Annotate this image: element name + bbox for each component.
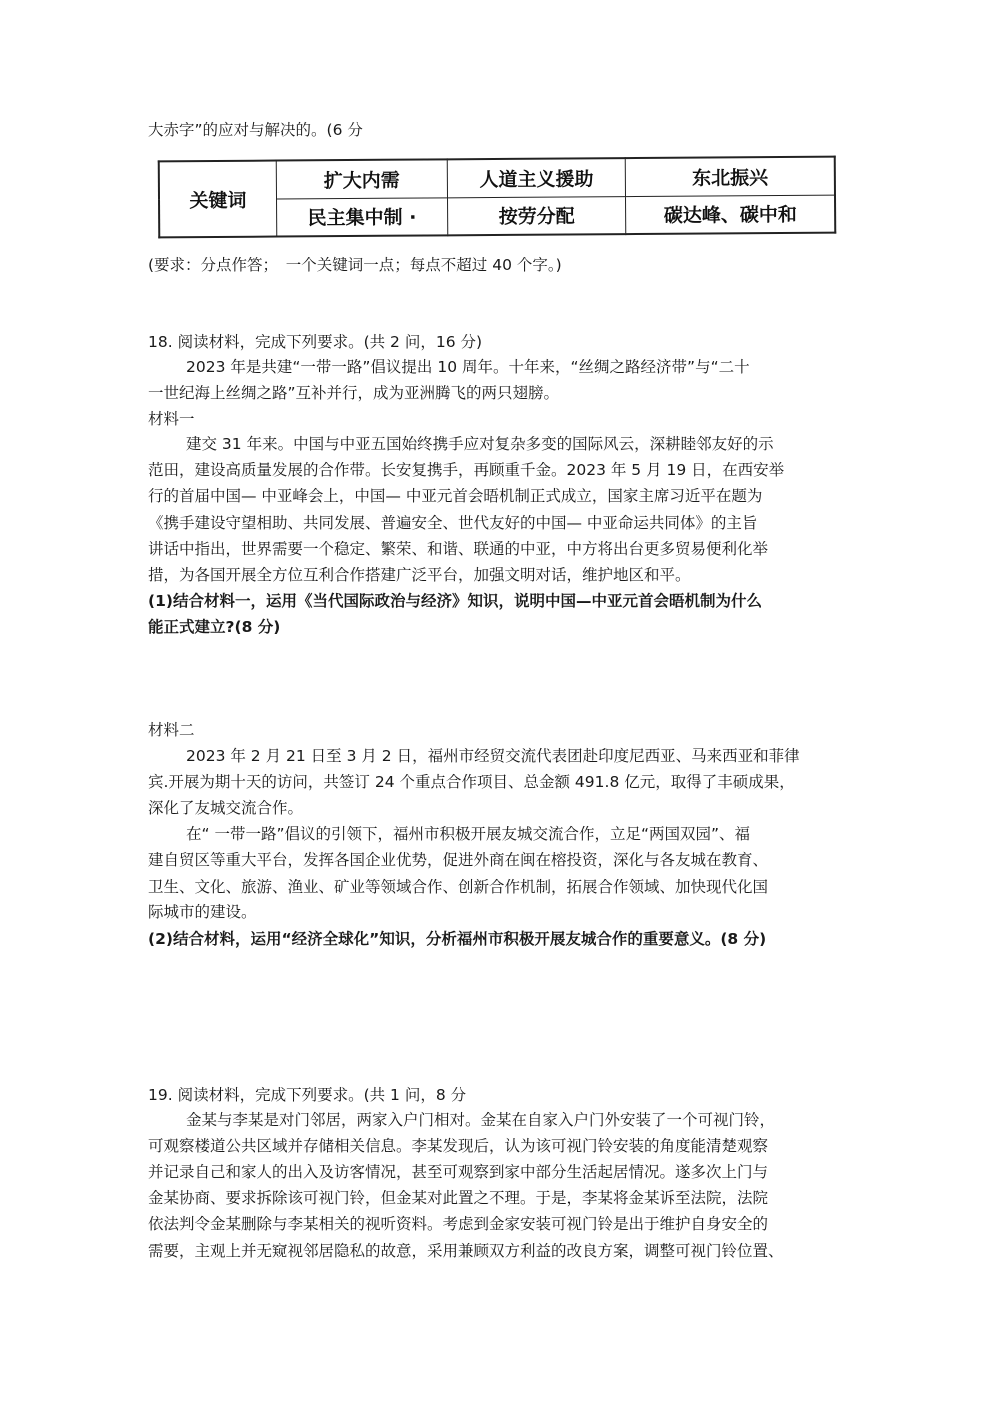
- q19-line: 并记录自己和家人的出入及访客情况，甚至可观察到家中部分生活起居情况。遂多次上门与: [148, 1163, 769, 1181]
- keyword-cell: 碳达峰、碳中和: [626, 195, 835, 234]
- q19-line: 需要，主观上并无窥视邻居隐私的故意，采用兼顾双方利益的改良方案，调整可视门铃位置、: [148, 1242, 784, 1260]
- q18-intro-line: 2023 年是共建“一带一路”倡议提出 10 周年。十年来，“丝绸之路经济带”与“二十: [186, 358, 750, 376]
- material2-line: 卫生、文化、旅游、渔业、矿业等领域合作、创新合作机制，拓展合作领域、加快现代化国: [148, 878, 769, 896]
- keyword-cell: 东北振兴: [626, 157, 835, 196]
- keyword-cell: 扩大内需: [276, 159, 447, 198]
- question-1-line: (1)结合材料一，运用《当代国际政治与经济》知识，说明中国—中亚元首会晤机制为什么: [148, 592, 762, 610]
- q19-line: 可观察楼道公共区域并存储相关信息。李某发现后，认为该可视门铃安装的角度能清楚观察: [148, 1137, 769, 1155]
- question-1-line: 能正式建立?(8 分): [148, 618, 281, 636]
- material1-line: 措，为各国开展全方位互利合作搭建广泛平台，加强文明对话，维护地区和平。: [148, 566, 691, 584]
- material1-line: 范田，建设高质量发展的合作带。长安复携手，再顾重千金。2023 年 5 月 19 日，在西安举: [148, 461, 785, 479]
- material2-line: 宾.开展为期十天的访问，共签订 24 个重点合作项目、总金额 491.8 亿元，取得了丰硕成果，: [148, 773, 795, 791]
- material1-line: 建交 31 年来。中国与中亚五国始终携手应对复杂多变的国际风云，深耕睦邻友好的示: [186, 435, 774, 453]
- answer-requirement: (要求：分点作答； 一个关键词一点；每点不超过 40 个字。): [148, 256, 562, 274]
- material1-label: 材料一: [148, 410, 195, 428]
- material2-line: 建自贸区等重大平台，发挥各国企业优势，促进外商在闽在榕投资，深化与各友城在教育、: [148, 851, 769, 869]
- keyword-cell: 民主集中制 ·: [277, 197, 448, 236]
- question-2: (2)结合材料，运用“经济全球化”知识，分析福州市积极开展友城合作的重要意义。(8 分): [148, 930, 767, 948]
- material1-line: 《携手建设守望相助、共同发展、普遍安全、世代友好的中国— 中亚命运共同体》的主旨: [148, 514, 758, 532]
- q19-title: 19. 阅读材料，完成下列要求。(共 1 问，8 分: [148, 1086, 467, 1104]
- material1-line: 行的首届中国— 中亚峰会上，中国— 中亚元首会晤机制正式成立，国家主席习近平在题为: [148, 487, 763, 505]
- prev-question-tail: 大赤字”的应对与解决的。(6 分: [148, 121, 363, 139]
- material2-line: 在“ 一带一路”倡议的引领下，福州市积极开展友城交流合作，立足“两国双园”、福: [186, 825, 751, 843]
- q18-title: 18. 阅读材料，完成下列要求。(共 2 问，16 分): [148, 333, 483, 351]
- material2-line: 2023 年 2 月 21 日至 3 月 2 日，福州市经贸交流代表团赴印度尼西亚、马来西亚和菲律: [186, 747, 800, 765]
- material1-line: 讲话中指出，世界需要一个稳定、繁荣、和谐、联通的中亚，中方将出台更多贸易便利化举: [148, 540, 769, 558]
- q19-line: 依法判令金某删除与李某相关的视听资料。考虑到金家安装可视门铃是出于维护自身安全的: [148, 1215, 769, 1233]
- q19-line: 金某协商、要求拆除该可视门铃，但金某对此置之不理。于是，李某将金某诉至法院，法院: [148, 1189, 769, 1207]
- q18-intro-line: 一世纪海上丝绸之路”互补并行，成为亚洲腾飞的两只翅膀。: [148, 384, 560, 402]
- keyword-header: 关键词: [159, 161, 277, 238]
- material2-label: 材料二: [148, 721, 195, 739]
- q19-line: 金某与李某是对门邻居，两家入户门相对。金某在自家入户门外安装了一个可视门铃，: [186, 1111, 776, 1129]
- material2-line: 深化了友城交流合作。: [148, 799, 304, 817]
- keyword-cell: 按劳分配: [447, 196, 626, 235]
- material2-line: 际城市的建设。: [148, 903, 257, 921]
- keyword-table: [158, 156, 837, 239]
- keyword-cell: 人道主义援助: [447, 158, 626, 197]
